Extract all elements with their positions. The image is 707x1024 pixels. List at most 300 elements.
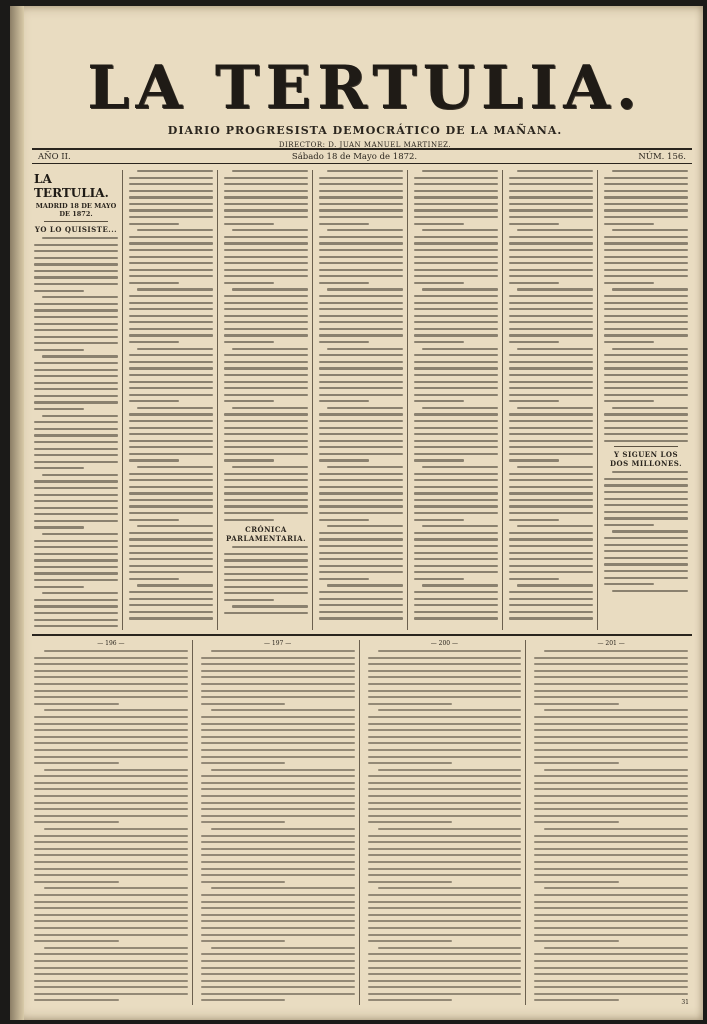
text-line bbox=[319, 302, 403, 304]
text-line bbox=[34, 788, 188, 790]
folletin-column-1 bbox=[34, 640, 193, 1005]
text-line bbox=[517, 229, 593, 231]
text-line bbox=[509, 591, 593, 593]
text-line bbox=[201, 841, 355, 843]
text-line bbox=[319, 420, 403, 422]
text-line bbox=[201, 756, 355, 758]
text-line bbox=[224, 367, 308, 369]
text-line bbox=[414, 598, 498, 600]
text-line bbox=[34, 835, 188, 837]
text-line bbox=[232, 407, 308, 409]
text-line bbox=[534, 782, 688, 784]
text-line bbox=[414, 177, 498, 179]
text-line bbox=[604, 427, 688, 429]
text-line bbox=[34, 729, 188, 731]
text-line bbox=[509, 341, 559, 343]
text-line bbox=[201, 967, 355, 969]
text-line bbox=[319, 505, 403, 507]
text-line bbox=[509, 223, 559, 225]
text-line bbox=[201, 815, 355, 817]
text-line bbox=[34, 934, 188, 936]
text-line bbox=[129, 334, 213, 336]
text-line bbox=[34, 914, 188, 916]
text-line bbox=[224, 177, 308, 179]
text-line bbox=[319, 611, 403, 613]
text-line bbox=[129, 315, 213, 317]
text-line bbox=[224, 361, 308, 363]
text-line bbox=[34, 546, 118, 548]
text-line bbox=[612, 590, 688, 592]
text-line bbox=[34, 815, 188, 817]
text-line bbox=[534, 848, 688, 850]
text-line bbox=[509, 538, 593, 540]
text-line bbox=[414, 453, 498, 455]
text-line bbox=[319, 315, 403, 317]
text-line bbox=[604, 563, 688, 565]
text-line bbox=[319, 262, 403, 264]
text-line bbox=[201, 703, 286, 705]
text-line bbox=[201, 808, 355, 810]
text-line bbox=[44, 769, 188, 771]
text-line bbox=[232, 605, 308, 607]
text-line bbox=[368, 729, 522, 731]
text-line bbox=[34, 742, 188, 744]
text-line bbox=[129, 190, 213, 192]
text-line bbox=[604, 216, 688, 218]
text-line bbox=[604, 203, 688, 205]
text-line bbox=[44, 709, 188, 711]
text-line bbox=[34, 960, 188, 962]
text-line bbox=[224, 440, 308, 442]
text-line bbox=[319, 249, 403, 251]
text-line bbox=[534, 696, 688, 698]
text-line bbox=[34, 441, 118, 443]
text-line bbox=[129, 196, 213, 198]
text-line bbox=[414, 295, 498, 297]
text-line bbox=[34, 723, 188, 725]
newspaper-title: LA TERTULIA. bbox=[87, 53, 643, 123]
text-line bbox=[34, 716, 188, 718]
page-mark: 31 bbox=[681, 999, 689, 1006]
text-line bbox=[34, 901, 188, 903]
text-line bbox=[129, 413, 213, 415]
text-line bbox=[509, 545, 593, 547]
text-line bbox=[224, 400, 274, 402]
text-line bbox=[319, 236, 403, 238]
text-line bbox=[368, 993, 522, 995]
text-line bbox=[378, 650, 522, 652]
text-line bbox=[224, 354, 308, 356]
text-line bbox=[129, 394, 213, 396]
article-body bbox=[604, 471, 688, 592]
text-line bbox=[319, 413, 403, 415]
text-line bbox=[509, 295, 593, 297]
text-line bbox=[604, 498, 688, 500]
text-line bbox=[34, 605, 118, 607]
text-line bbox=[612, 229, 688, 231]
text-line bbox=[34, 841, 188, 843]
text-line bbox=[604, 420, 688, 422]
text-line bbox=[534, 676, 688, 678]
text-line bbox=[129, 400, 179, 402]
text-line bbox=[368, 881, 453, 883]
text-line bbox=[129, 381, 213, 383]
text-line bbox=[42, 237, 118, 239]
text-line bbox=[604, 308, 688, 310]
text-line bbox=[414, 374, 498, 376]
text-line bbox=[34, 920, 188, 922]
text-line bbox=[211, 650, 355, 652]
text-line bbox=[129, 505, 213, 507]
text-line bbox=[604, 196, 688, 198]
text-line bbox=[34, 808, 188, 810]
text-line bbox=[232, 229, 308, 231]
text-line bbox=[604, 209, 688, 211]
text-line bbox=[414, 249, 498, 251]
text-line bbox=[201, 993, 355, 995]
text-line bbox=[34, 434, 118, 436]
text-line bbox=[612, 288, 688, 290]
text-line bbox=[42, 296, 118, 298]
article-body bbox=[34, 237, 118, 630]
text-line bbox=[604, 440, 688, 442]
text-line bbox=[534, 815, 688, 817]
text-line bbox=[129, 519, 179, 521]
text-line bbox=[604, 491, 688, 493]
text-line bbox=[509, 453, 593, 455]
text-line bbox=[534, 802, 688, 804]
text-line bbox=[534, 690, 688, 692]
text-line bbox=[368, 782, 522, 784]
text-line bbox=[414, 387, 498, 389]
folletin-section bbox=[34, 640, 692, 1005]
text-line bbox=[34, 448, 118, 450]
column-5 bbox=[414, 170, 503, 630]
text-line bbox=[509, 558, 593, 560]
text-line bbox=[34, 736, 188, 738]
article-body bbox=[224, 546, 308, 614]
text-line bbox=[422, 288, 498, 290]
text-line bbox=[129, 578, 179, 580]
text-line bbox=[129, 242, 213, 244]
text-line bbox=[201, 716, 355, 718]
text-line bbox=[319, 479, 403, 481]
text-line bbox=[534, 756, 688, 758]
text-line bbox=[34, 795, 188, 797]
text-line bbox=[319, 282, 369, 284]
text-line bbox=[319, 190, 403, 192]
text-line bbox=[368, 775, 522, 777]
text-line bbox=[604, 583, 654, 585]
text-line bbox=[368, 683, 522, 685]
text-line bbox=[414, 190, 498, 192]
article-heading: Y SIGUEN LOS DOS MILLONES. bbox=[609, 450, 683, 469]
text-line bbox=[129, 565, 213, 567]
divider bbox=[614, 446, 678, 447]
text-line bbox=[42, 474, 118, 476]
article-heading: YO LO QUISISTE... bbox=[34, 225, 118, 234]
text-line bbox=[129, 611, 213, 613]
text-line bbox=[44, 650, 188, 652]
text-line bbox=[34, 401, 118, 403]
text-line bbox=[414, 492, 498, 494]
text-line bbox=[534, 729, 688, 731]
text-line bbox=[414, 538, 498, 540]
text-line bbox=[604, 524, 654, 526]
text-line bbox=[137, 525, 213, 527]
text-line bbox=[604, 537, 688, 539]
text-line bbox=[201, 696, 355, 698]
text-line bbox=[612, 170, 688, 172]
text-line bbox=[137, 348, 213, 350]
text-line bbox=[34, 782, 188, 784]
text-line bbox=[201, 907, 355, 909]
folletin-body bbox=[534, 650, 688, 1001]
text-line bbox=[368, 815, 522, 817]
text-line bbox=[129, 203, 213, 205]
text-line bbox=[34, 599, 118, 601]
text-line bbox=[129, 427, 213, 429]
text-line bbox=[201, 980, 355, 982]
text-line bbox=[509, 400, 559, 402]
text-line bbox=[604, 511, 688, 513]
text-line bbox=[604, 295, 688, 297]
text-line bbox=[534, 914, 688, 916]
text-line bbox=[509, 459, 559, 461]
text-line bbox=[34, 283, 118, 285]
text-line bbox=[368, 868, 522, 870]
text-line bbox=[224, 196, 308, 198]
text-line bbox=[534, 663, 688, 665]
text-line bbox=[509, 381, 593, 383]
text-line bbox=[534, 821, 619, 823]
text-line bbox=[414, 183, 498, 185]
text-line bbox=[368, 960, 522, 962]
text-line bbox=[34, 467, 84, 469]
text-line bbox=[534, 670, 688, 672]
text-line bbox=[534, 940, 619, 942]
text-line bbox=[129, 545, 213, 547]
text-line bbox=[137, 170, 213, 172]
text-line bbox=[224, 473, 308, 475]
text-line bbox=[129, 591, 213, 593]
text-line bbox=[368, 907, 522, 909]
text-line bbox=[224, 223, 274, 225]
text-line bbox=[129, 558, 213, 560]
text-line bbox=[414, 512, 498, 514]
text-line bbox=[224, 427, 308, 429]
text-line bbox=[201, 874, 355, 876]
text-line bbox=[34, 683, 188, 685]
text-line bbox=[129, 328, 213, 330]
text-line bbox=[137, 229, 213, 231]
article-columns bbox=[34, 170, 692, 630]
text-line bbox=[422, 525, 498, 527]
text-line bbox=[129, 499, 213, 501]
text-line bbox=[414, 216, 498, 218]
text-line bbox=[368, 894, 522, 896]
text-line bbox=[368, 901, 522, 903]
text-line bbox=[224, 334, 308, 336]
folletin-body bbox=[201, 650, 355, 1001]
text-line bbox=[414, 558, 498, 560]
text-line bbox=[604, 577, 688, 579]
text-line bbox=[319, 269, 403, 271]
text-line bbox=[368, 742, 522, 744]
text-line bbox=[224, 579, 308, 581]
page-number: — 201 — bbox=[597, 640, 625, 647]
text-line bbox=[509, 433, 593, 435]
text-line bbox=[34, 881, 119, 883]
text-line bbox=[604, 478, 688, 480]
text-line bbox=[224, 459, 274, 461]
text-line bbox=[368, 657, 522, 659]
text-line bbox=[34, 940, 119, 942]
text-line bbox=[604, 504, 688, 506]
page-number: — 197 — bbox=[263, 640, 292, 647]
text-line bbox=[604, 400, 654, 402]
article-body bbox=[224, 170, 308, 521]
text-line bbox=[224, 505, 308, 507]
text-line bbox=[224, 394, 308, 396]
text-line bbox=[509, 216, 593, 218]
text-line bbox=[232, 466, 308, 468]
text-line bbox=[34, 520, 118, 522]
text-line bbox=[129, 617, 213, 619]
text-line bbox=[422, 466, 498, 468]
text-line bbox=[34, 487, 118, 489]
text-line bbox=[509, 256, 593, 258]
article-body bbox=[509, 170, 593, 620]
text-line bbox=[44, 947, 188, 949]
text-line bbox=[34, 657, 188, 659]
text-line bbox=[129, 538, 213, 540]
text-line bbox=[34, 270, 118, 272]
text-line bbox=[534, 973, 688, 975]
text-line bbox=[224, 190, 308, 192]
text-line bbox=[368, 967, 522, 969]
text-line bbox=[211, 947, 355, 949]
text-line bbox=[34, 257, 118, 259]
text-line bbox=[517, 407, 593, 409]
text-line bbox=[224, 592, 308, 594]
text-line bbox=[534, 960, 688, 962]
text-line bbox=[534, 907, 688, 909]
text-line bbox=[414, 236, 498, 238]
text-line bbox=[327, 170, 403, 172]
text-line bbox=[319, 591, 403, 593]
text-line bbox=[534, 808, 688, 810]
text-line bbox=[534, 788, 688, 790]
text-line bbox=[414, 282, 464, 284]
text-line bbox=[224, 420, 308, 422]
text-line bbox=[201, 854, 355, 856]
text-line bbox=[224, 433, 308, 435]
text-line bbox=[368, 736, 522, 738]
text-line bbox=[224, 328, 308, 330]
text-line bbox=[224, 269, 308, 271]
text-line bbox=[201, 749, 355, 751]
text-line bbox=[129, 262, 213, 264]
text-line bbox=[319, 367, 403, 369]
text-line bbox=[534, 874, 688, 876]
text-line bbox=[509, 209, 593, 211]
director-line: DIRECTOR: D. JUAN MANUEL MARTINEZ. bbox=[278, 141, 452, 149]
text-line bbox=[211, 769, 355, 771]
text-line bbox=[224, 374, 308, 376]
text-line bbox=[544, 887, 688, 889]
text-line bbox=[129, 453, 213, 455]
text-line bbox=[368, 953, 522, 955]
text-line bbox=[34, 749, 188, 751]
text-line bbox=[319, 453, 403, 455]
text-line bbox=[129, 374, 213, 376]
text-line bbox=[368, 762, 453, 764]
text-line bbox=[224, 341, 274, 343]
text-line bbox=[319, 558, 403, 560]
text-line bbox=[201, 861, 355, 863]
text-line bbox=[534, 841, 688, 843]
folletin-column-4 bbox=[534, 640, 692, 1005]
text-line bbox=[34, 586, 84, 588]
text-line bbox=[201, 999, 286, 1001]
text-line bbox=[319, 532, 403, 534]
text-line bbox=[509, 328, 593, 330]
text-line bbox=[378, 709, 522, 711]
text-line bbox=[414, 361, 498, 363]
text-line bbox=[34, 369, 118, 371]
text-line bbox=[612, 530, 688, 532]
text-line bbox=[414, 308, 498, 310]
text-line bbox=[414, 591, 498, 593]
text-line bbox=[34, 848, 188, 850]
text-line bbox=[509, 282, 559, 284]
text-line bbox=[224, 321, 308, 323]
text-line bbox=[34, 421, 118, 423]
newspaper-subtitle: DIARIO PROGRESISTA DEMOCRÁTICO DE LA MAÑANA. bbox=[167, 124, 563, 137]
text-line bbox=[129, 446, 213, 448]
text-line bbox=[201, 742, 355, 744]
text-line bbox=[129, 269, 213, 271]
text-line bbox=[319, 473, 403, 475]
text-line bbox=[201, 723, 355, 725]
text-line bbox=[604, 177, 688, 179]
text-line bbox=[201, 848, 355, 850]
text-line bbox=[414, 256, 498, 258]
text-line bbox=[34, 342, 118, 344]
text-line bbox=[544, 828, 688, 830]
text-line bbox=[534, 986, 688, 988]
text-line bbox=[604, 223, 654, 225]
text-line bbox=[42, 592, 118, 594]
text-line bbox=[414, 223, 464, 225]
text-line bbox=[544, 650, 688, 652]
text-line bbox=[414, 486, 498, 488]
text-line bbox=[129, 420, 213, 422]
text-line bbox=[604, 256, 688, 258]
text-line bbox=[414, 479, 498, 481]
text-line bbox=[612, 471, 688, 473]
text-line bbox=[604, 387, 688, 389]
text-line bbox=[509, 242, 593, 244]
text-line bbox=[224, 413, 308, 415]
text-line bbox=[327, 348, 403, 350]
text-line bbox=[129, 236, 213, 238]
text-line bbox=[604, 550, 688, 552]
text-line bbox=[34, 263, 118, 265]
text-line bbox=[319, 486, 403, 488]
text-line bbox=[509, 269, 593, 271]
